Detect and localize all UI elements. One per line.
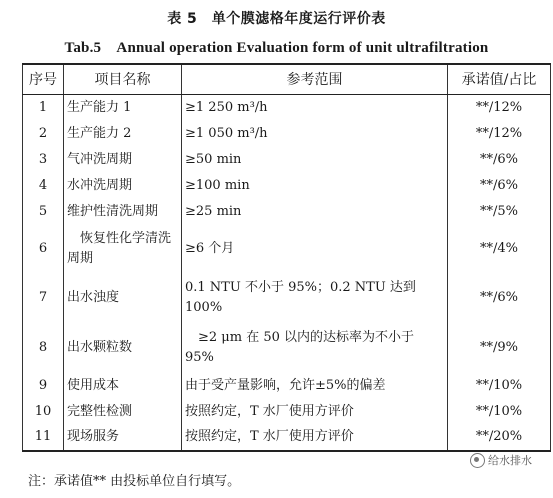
header-value: 承诺值/占比 — [448, 64, 551, 95]
row-value: **/12% — [448, 121, 551, 147]
row-value: **/6% — [448, 273, 551, 323]
row-no: 8 — [23, 323, 64, 373]
row-no: 5 — [23, 199, 64, 225]
row-value: **/6% — [448, 173, 551, 199]
row-value: **/9% — [448, 323, 551, 373]
row-no: 7 — [23, 273, 64, 323]
row-item: 完整性检测 — [64, 399, 182, 425]
table-title-cn: 表 5 单个膜滤格年度运行评价表 — [167, 11, 386, 27]
row-item: 出水颗粒数 — [64, 323, 182, 373]
table-footnote: 注：承诺值** 由投标单位自行填写。 — [28, 474, 241, 489]
table-row — [23, 273, 551, 323]
row-value: **/5% — [448, 199, 551, 225]
table-row — [23, 173, 551, 199]
wechat-icon — [470, 453, 485, 468]
header-item: 项目名称 — [64, 64, 182, 95]
table-row — [23, 121, 551, 147]
row-no: 9 — [23, 373, 64, 399]
row-value: **/10% — [448, 373, 551, 399]
evaluation-table — [22, 63, 551, 452]
row-no: 1 — [23, 95, 64, 121]
row-range: ≥6 个月 — [182, 225, 448, 273]
row-no: 6 — [23, 225, 64, 273]
row-range: 按照约定，T 水厂使用方评价 — [182, 399, 448, 425]
row-item: 恢复性化学清洗周期 — [64, 225, 182, 273]
row-range: ≥2 μm 在 50 以内的达标率为不小于 95% — [182, 323, 448, 373]
header-no: 序号 — [23, 64, 64, 95]
table-title-en: Tab.5 Annual operation Evaluation form of unit ultrafiltration — [64, 40, 489, 56]
row-no: 11 — [23, 425, 64, 451]
row-no: 3 — [23, 147, 64, 173]
row-value: **/6% — [448, 147, 551, 173]
row-item: 水冲洗周期 — [64, 173, 182, 199]
row-range: 由于受产量影响，允许±5%的偏差 — [182, 373, 448, 399]
row-range: ≥1 250 m³/h — [182, 95, 448, 121]
table-row — [23, 399, 551, 425]
watermark — [470, 452, 532, 468]
table-row — [23, 147, 551, 173]
row-range: ≥1 050 m³/h — [182, 121, 448, 147]
row-range: 0.1 NTU 不小于 95%；0.2 NTU 达到 100% — [182, 273, 448, 323]
row-range: ≥50 min — [182, 147, 448, 173]
table-row — [23, 225, 551, 273]
row-range: ≥25 min — [182, 199, 448, 225]
row-item: 生产能力 1 — [64, 95, 182, 121]
row-item: 生产能力 2 — [64, 121, 182, 147]
row-value: **/4% — [448, 225, 551, 273]
watermark-text: 给水排水 — [488, 454, 532, 467]
row-range: 按照约定，T 水厂使用方评价 — [182, 425, 448, 451]
table-header-row — [23, 64, 551, 95]
row-value: **/10% — [448, 399, 551, 425]
header-range: 参考范围 — [182, 64, 448, 95]
row-value: **/20% — [448, 425, 551, 451]
table-row — [23, 323, 551, 373]
row-item: 出水浊度 — [64, 273, 182, 323]
table-row — [23, 373, 551, 399]
row-range: ≥100 min — [182, 173, 448, 199]
table-row — [23, 425, 551, 451]
row-item: 使用成本 — [64, 373, 182, 399]
row-item: 气冲洗周期 — [64, 147, 182, 173]
row-no: 4 — [23, 173, 64, 199]
row-no: 2 — [23, 121, 64, 147]
row-item: 维护性清洗周期 — [64, 199, 182, 225]
row-no: 10 — [23, 399, 64, 425]
row-item: 现场服务 — [64, 425, 182, 451]
row-value: **/12% — [448, 95, 551, 121]
table-row — [23, 199, 551, 225]
table-row — [23, 95, 551, 121]
